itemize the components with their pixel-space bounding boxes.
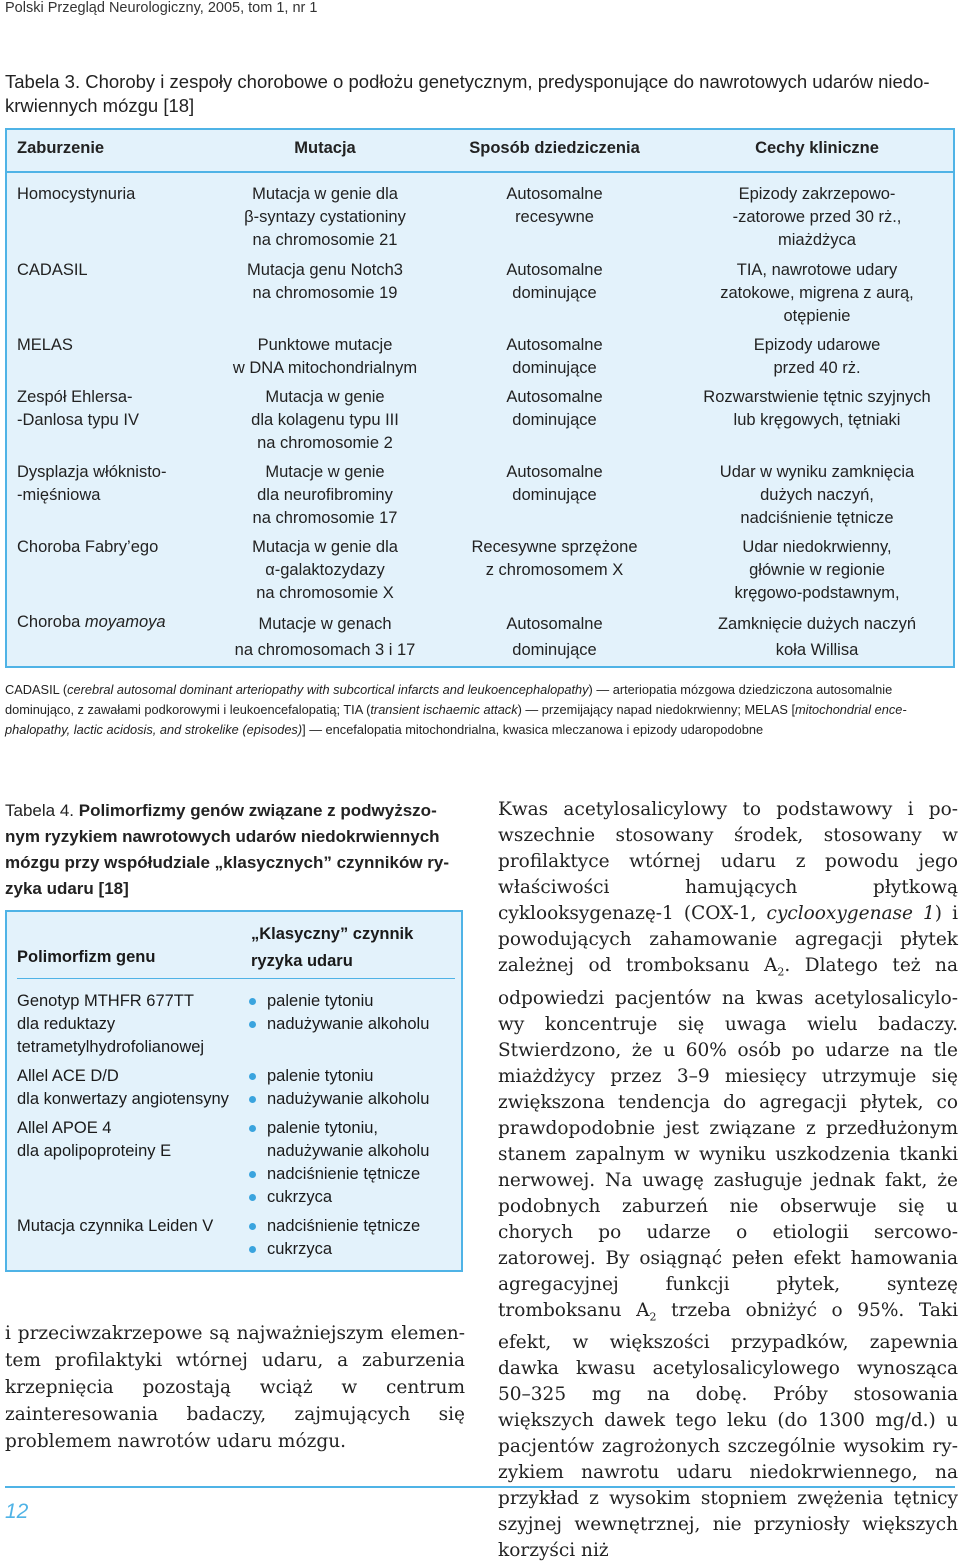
cell-line: MELAS bbox=[17, 336, 73, 354]
cell-disorder bbox=[17, 334, 227, 357]
gene-cell bbox=[17, 1065, 247, 1111]
table4-caption: Polimorfizmy genów związane z podwyższonym ryzykiem nawrotowych udarów niedokrwiennych mózgu przy współudziale „klasycznych” czynników ryzyka udaru [18] bbox=[5, 801, 450, 898]
paragraph-italic: cyclooxygenase 1 bbox=[766, 903, 935, 924]
cell-inheritance bbox=[447, 334, 662, 380]
cell-line: na chromosomie 19 bbox=[252, 284, 398, 302]
cell-line: -mięśniowa bbox=[17, 486, 101, 504]
risk-text: palenie tytoniu bbox=[267, 992, 374, 1010]
cell-line: Epizody udarowe bbox=[753, 336, 881, 354]
cell-features bbox=[687, 183, 947, 252]
running-head: Polski Przegląd Neurologiczny, 2005, tom 1, nr 1 bbox=[5, 0, 318, 16]
table3-caption: Choroby i zespoły chorobowe o podłożu genetycznym, predysponujące do nawrotowych udarów niedokrwiennych mózgu [18] bbox=[5, 71, 930, 116]
cell-line: dużych naczyń, bbox=[760, 486, 874, 504]
page-number: 12 bbox=[5, 1500, 29, 1523]
cell-line: Autosomalne bbox=[506, 336, 603, 354]
cell-line: Homocystynuria bbox=[17, 185, 136, 203]
list-item bbox=[247, 1013, 462, 1036]
note-italic: transient ischaemic attack bbox=[370, 702, 518, 717]
cell-line: na chromosomie 2 bbox=[257, 434, 393, 452]
cell-line: Mutacja w genie dla bbox=[252, 538, 398, 556]
cell-line: β-syntazy cystationiny bbox=[244, 208, 406, 226]
cell-mutation bbox=[215, 259, 435, 305]
cell-line: Autosomalne bbox=[506, 185, 603, 203]
list-item bbox=[247, 1163, 462, 1186]
col-header-risk-factor bbox=[251, 921, 413, 975]
cell-mutation bbox=[215, 461, 435, 530]
cell-line: dominujące bbox=[512, 284, 597, 302]
cell-features bbox=[687, 536, 947, 605]
bullet-icon bbox=[249, 1096, 256, 1103]
cell-mutation bbox=[215, 611, 435, 663]
risk-text: nadużywanie alkoholu bbox=[267, 1090, 430, 1108]
cell-line: Recesywne sprzężone bbox=[471, 538, 638, 556]
cell-line: na chromosomie 17 bbox=[252, 509, 398, 527]
table4-title bbox=[5, 798, 465, 902]
cell-line: otępienie bbox=[783, 307, 851, 325]
list-item bbox=[247, 1065, 462, 1088]
cell-line: lub kręgowych, tętniaki bbox=[733, 411, 901, 429]
col-header-inheritance: Sposób dziedziczenia bbox=[469, 139, 640, 157]
paragraph-text: . Dlatego też na odpowiedzi pacjentów na kwas acetylosalicylowy koncentruje się uwaga wielu badaczy. Stwierdzono, że u 60% osób po udarze na tle miażdżycy przez 3–9 miesięcy utrzymuje się zwiększona tendencja do agregacji płytek, co prawdopodobnie jest związane z przedłużonym stanem zapalnym w wyniku uszkodzenia tkanki nerwowej. Na uwagę zasługuje jednak fakt, że podobnych zaburzeń nie obserwuje się u chorych po udarze o etiologii sercowo-zatorowej. By osiągnąć pełen efekt hamowania agregacyjnej funkcji płytek, syntezę tromboksanu A bbox=[498, 955, 958, 1321]
cell-disorder bbox=[17, 536, 227, 559]
list-item bbox=[247, 1088, 462, 1111]
cell-line: miażdżyca bbox=[778, 231, 856, 249]
cell-line: Punktowe mutacje bbox=[257, 336, 393, 354]
cell-mutation bbox=[215, 334, 435, 380]
cell-line: Mutacja w genie bbox=[265, 388, 385, 406]
note-text: ) — arteriopatia mózgowa dziedziczona autosomalnie dominująco, z zawałami podkorowymi i leukoencefalopatią; TIA ( bbox=[5, 682, 893, 717]
table3-header-row bbox=[7, 130, 953, 173]
cell-line: Choroba bbox=[17, 613, 85, 631]
cell-line: zatokowe, migrena z aurą, bbox=[720, 284, 914, 302]
cell-line: Udar w wyniku zamknięcia bbox=[719, 463, 915, 481]
cell-line: głównie w regionie bbox=[749, 561, 885, 579]
cell-line: Mutacja w genie dla bbox=[252, 185, 398, 203]
cell-inheritance bbox=[447, 611, 662, 663]
cell-line: na chromosomie 21 bbox=[252, 231, 398, 249]
col-header-line: „Klasyczny” czynnik bbox=[251, 925, 414, 943]
bullet-icon bbox=[249, 1223, 256, 1230]
cell-line: koła Willisa bbox=[775, 641, 859, 659]
cell-features bbox=[687, 334, 947, 380]
cell-mutation bbox=[215, 386, 435, 455]
cell-line: dla neurofibrominy bbox=[257, 486, 393, 504]
bullet-icon bbox=[249, 1194, 256, 1201]
subscript: 2 bbox=[777, 965, 785, 979]
cell-mutation bbox=[215, 183, 435, 252]
cell-line: CADASIL bbox=[17, 261, 88, 279]
body-paragraph-left: i przeciwzakrzepowe są najważniejszym elementem profilaktyki wtórnej udaru, a zaburzenia krzepnięcia pozostają wciąż w centrum zainteresowania badaczy, zajmujących się problemem nawrotów udaru mózgu. bbox=[5, 1323, 465, 1452]
cell-line: TIA, nawrotowe udary bbox=[736, 261, 898, 279]
risk-text: nadużywanie alkoholu bbox=[267, 1142, 430, 1160]
list-item bbox=[247, 1140, 462, 1163]
cell-line: dla reduktazy bbox=[17, 1015, 116, 1033]
cell-mutation bbox=[215, 536, 435, 605]
table4-label: Tabela 4. bbox=[5, 801, 74, 820]
list-item bbox=[247, 990, 462, 1013]
gene-cell bbox=[17, 990, 247, 1059]
footer-rule bbox=[5, 1486, 955, 1488]
bullet-icon bbox=[249, 1073, 256, 1080]
cell-line-italic: moyamoya bbox=[84, 613, 166, 631]
gene-cell bbox=[17, 1117, 247, 1163]
table3 bbox=[5, 128, 955, 668]
risk-text: nadużywanie alkoholu bbox=[267, 1015, 430, 1033]
bullet-icon bbox=[249, 1171, 256, 1178]
cell-line: dla apolipoproteiny E bbox=[17, 1142, 172, 1160]
cell-line: kręgowo-podstawnym, bbox=[734, 584, 900, 602]
cell-line: Rozwarstwienie tętnic szyjnych bbox=[703, 388, 931, 406]
cell-line: Autosomalne bbox=[506, 615, 603, 633]
cell-line: tetrametylhydrofolianowej bbox=[17, 1038, 205, 1056]
cell-features bbox=[687, 611, 947, 663]
cell-line: Autosomalne bbox=[506, 463, 603, 481]
cell-line: recesywne bbox=[515, 208, 594, 226]
cell-inheritance bbox=[447, 259, 662, 305]
cell-inheritance bbox=[447, 461, 662, 507]
risk-list bbox=[247, 1215, 462, 1261]
cell-line: Zespół Ehlersa- bbox=[17, 388, 133, 406]
cell-line: nadciśnienie tętnicze bbox=[740, 509, 894, 527]
paragraph-text: ) i powodujących zahamowanie agregacji płytek zależnej od tromboksanu A bbox=[498, 903, 958, 976]
cell-line: Udar niedokrwienny, bbox=[742, 538, 892, 556]
cell-line: w DNA mitochondrialnym bbox=[232, 359, 418, 377]
cell-line: Mutacje w genach bbox=[258, 615, 392, 633]
cell-line: Autosomalne bbox=[506, 388, 603, 406]
cell-line: Zamknięcie dużych naczyń bbox=[717, 615, 917, 633]
gene-cell bbox=[17, 1215, 247, 1238]
table3-label: Tabela 3. bbox=[5, 71, 81, 92]
cell-line: Autosomalne bbox=[506, 261, 603, 279]
cell-line: Mutacja czynnika Leiden V bbox=[17, 1217, 214, 1235]
cell-line: Mutacje w genie bbox=[265, 463, 385, 481]
cell-line: Choroba Fabry’ego bbox=[17, 538, 159, 556]
bullet-icon bbox=[249, 1021, 256, 1028]
risk-text: palenie tytoniu, bbox=[267, 1119, 378, 1137]
cell-features bbox=[687, 461, 947, 530]
cell-line: dominujące bbox=[512, 411, 597, 429]
cell-line: α-galaktozydazy bbox=[265, 561, 385, 579]
note-text: ) — przemijający napad niedokrwienny; MELAS [ bbox=[517, 702, 795, 717]
col-header-disorder: Zaburzenie bbox=[17, 139, 105, 157]
cell-line: przed 40 rż. bbox=[773, 359, 861, 377]
note-text: ] — encefalopatia mitochondrialna, kwasica mleczanowa i epizody udaropodobne bbox=[302, 722, 764, 737]
list-item bbox=[247, 1215, 462, 1238]
cell-disorder bbox=[17, 183, 227, 206]
cell-line: Allel APOE 4 bbox=[17, 1119, 112, 1137]
cell-disorder bbox=[17, 386, 227, 432]
risk-text: palenie tytoniu bbox=[267, 1067, 374, 1085]
cell-inheritance bbox=[447, 386, 662, 432]
col-header-polymorphism: Polimorfizm genu bbox=[17, 948, 156, 966]
risk-text: cukrzyca bbox=[267, 1188, 333, 1206]
risk-text: cukrzyca bbox=[267, 1240, 333, 1258]
cell-line: Mutacja genu Notch3 bbox=[247, 261, 403, 279]
bullet-icon bbox=[249, 1125, 256, 1132]
table3-title bbox=[5, 70, 955, 118]
cell-disorder bbox=[17, 611, 227, 634]
cell-line: dla kolagenu typu III bbox=[251, 411, 399, 429]
table4-header-row bbox=[7, 912, 461, 978]
table4 bbox=[5, 910, 463, 1272]
cell-line: -zatorowe przed 30 rż., bbox=[732, 208, 902, 226]
cell-line: Epizody zakrzepowo- bbox=[738, 185, 896, 203]
note-italic: mitochondrial encephalopathy, lactic acidosis, and strokelike (episodes) bbox=[5, 702, 907, 737]
cell-inheritance bbox=[447, 183, 662, 229]
list-item bbox=[247, 1238, 462, 1261]
cell-line: na chromosomach 3 i 17 bbox=[234, 641, 416, 659]
cell-line: Genotyp MTHFR 677TT bbox=[17, 992, 194, 1010]
risk-list bbox=[247, 1117, 462, 1209]
cell-line: Allel ACE D/D bbox=[17, 1067, 119, 1085]
paragraph-text: Kwas acetylosalicylowy to podstawowy i powszechnie stosowany środek, stosowany w profilaktyce wtórnej udaru z powodu jego właściwości hamujących płytkową cyklooksygenazę-1 (COX-1, bbox=[498, 799, 958, 924]
bullet-icon bbox=[249, 1246, 256, 1253]
col-header-line: ryzyka udaru bbox=[251, 952, 353, 970]
list-item bbox=[247, 1186, 462, 1209]
risk-list bbox=[247, 990, 462, 1036]
cell-line: -Danlosa typu IV bbox=[17, 411, 139, 429]
body-paragraph-right bbox=[498, 797, 958, 1564]
risk-list bbox=[247, 1065, 462, 1111]
bullet-icon bbox=[249, 998, 256, 1005]
cell-line: dominujące bbox=[512, 359, 597, 377]
cell-disorder bbox=[17, 259, 227, 282]
cell-features bbox=[687, 259, 947, 328]
cell-line: na chromosomie X bbox=[256, 584, 394, 602]
table4-header-divider bbox=[17, 978, 455, 979]
cell-line: z chromosomem X bbox=[485, 561, 624, 579]
risk-text: nadciśnienie tętnicze bbox=[267, 1165, 421, 1183]
col-header-features: Cechy kliniczne bbox=[755, 139, 879, 157]
note-italic: cerebral autosomal dominant arteriopathy with subcortical infarcts and leukoencephalopathy bbox=[67, 682, 589, 697]
note-text: CADASIL ( bbox=[5, 682, 68, 697]
cell-features bbox=[687, 386, 947, 432]
cell-disorder bbox=[17, 461, 227, 507]
subscript: 2 bbox=[649, 1310, 657, 1324]
paragraph-text: trzeba obniżyć o 95%. Taki efekt, w większości przypadków, zapewnia dawka kwasu acetylosalicylowego wynosząca 50–325 mg na dobę. Próby stosowania większych dawek tego leku (do 1300 mg/d.) u pacjentów zagrożonych szczególnie wysokim ryzykiem nawrotu udaru niedokrwiennego, na przykład z wysokim stopniem zwężenia tętnicy szyjnej wewnętrznej, nie przyniosły większych korzyści niż bbox=[498, 1299, 958, 1562]
cell-line: dominujące bbox=[512, 641, 597, 659]
cell-line: dominujące bbox=[512, 486, 597, 504]
cell-line: Dysplazja włóknisto- bbox=[17, 463, 167, 481]
cell-line: dla konwertazy angiotensyny bbox=[17, 1090, 229, 1108]
col-header-mutation: Mutacja bbox=[294, 139, 356, 157]
cell-inheritance bbox=[447, 536, 662, 582]
list-item bbox=[247, 1117, 462, 1140]
table3-note bbox=[5, 680, 957, 740]
risk-text: nadciśnienie tętnicze bbox=[267, 1217, 421, 1235]
